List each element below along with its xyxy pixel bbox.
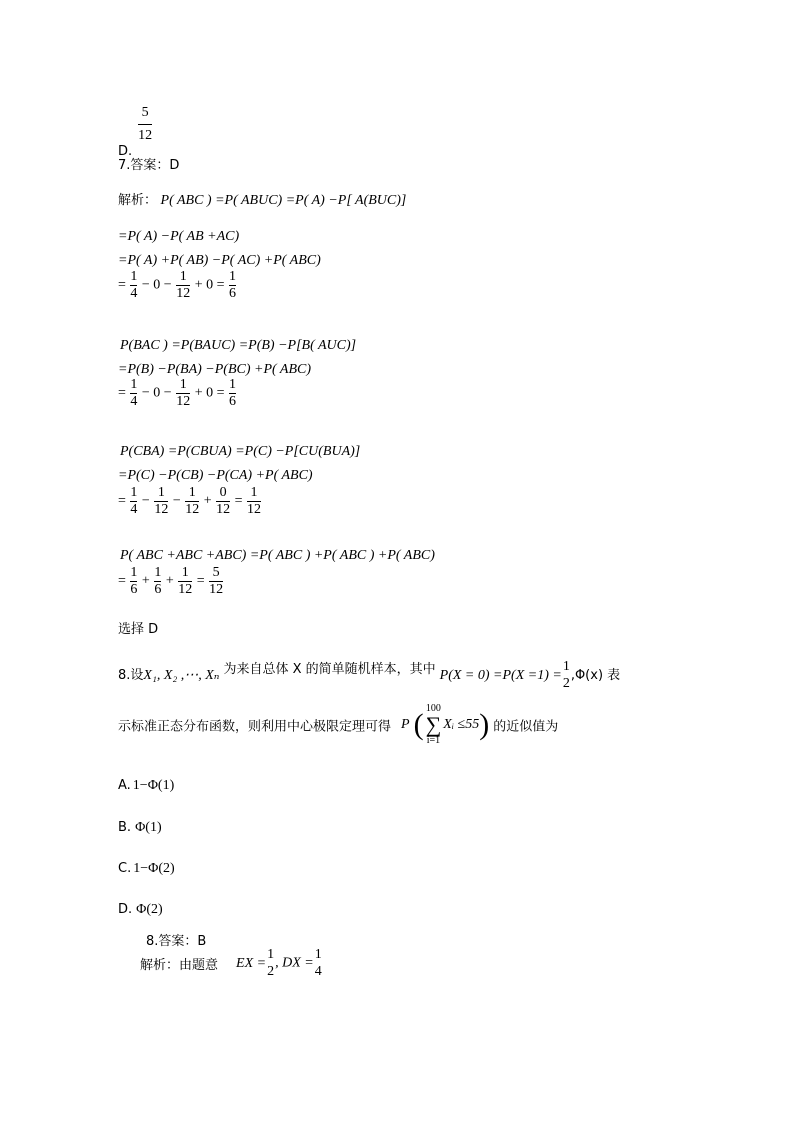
numerator: 5 <box>141 105 149 120</box>
fraction: $\frac{1}{6}$ <box>130 565 138 597</box>
fraction-half: 1 2 <box>562 659 570 691</box>
fraction: $\frac{1}{6}$ <box>154 565 162 597</box>
sample-vars: X₁, X₂ ,⋯, Xₙ <box>143 668 220 684</box>
q8-line2: 示标准正态分布函数，则利用中心极限定理可得 P ( 100 ∑ i=1Xᵢ ≤55) 的近似值为 <box>118 703 559 746</box>
fraction: $\frac{0}{12}$ <box>216 485 231 517</box>
q7-eq3: =P( A) +P( AB) −P( AC) +P( ABC) <box>118 253 321 268</box>
q7-eq6: =P(B) −P(BA) −P(BC) +P( ABC) <box>118 362 312 377</box>
fraction: 1 2 <box>267 947 275 979</box>
q8-analysis: 解析：由题意 EX = 1 2 , DX = 1 4 <box>140 947 322 979</box>
q7-eq9: =P(C) −P(CB) −P(CA) +P( ABC) <box>118 468 313 483</box>
fraction: $\frac{1}{12}$ <box>247 485 262 517</box>
fraction: $\frac{1}{6}$ <box>229 377 236 409</box>
q7-eq10: = $\frac{1}{4}$ − $\frac{1}{12}$ − $\frac{1}{12}$ + $\frac{0}{12}$ = $\frac{1}{12}$ <box>118 485 262 517</box>
fraction: $\frac{1}{6}$ <box>229 269 236 301</box>
q7-eq8: P(CBA) =P(CBUA) =P(C) −P[CU(BUA)] <box>120 444 361 459</box>
q8-option-d: D. Φ(2) <box>118 902 163 917</box>
fraction: 1 4 <box>314 947 322 979</box>
fraction: $\frac{1}{12}$ <box>176 269 191 301</box>
q7-eq11: P( ABC +ABC +ABC) =P( ABC ) +P( ABC ) +P( ABC) <box>120 548 435 563</box>
q8-answer: 8.答案：B <box>146 934 207 949</box>
prev-option-d <box>118 104 153 159</box>
option-label: D. <box>118 144 133 159</box>
fraction: $\frac{5}{12}$ <box>209 565 224 597</box>
q7-eq1 <box>118 193 406 209</box>
equation: P( ABC ) =P( ABUC) =P( A) −P[ A(BUC)] <box>160 193 407 208</box>
fraction: $\frac{1}{12}$ <box>154 485 169 517</box>
fraction: $\frac{1}{12}$ <box>185 485 200 517</box>
q8-line1: 8.设X₁, X₂ ,⋯, Xₙ $^{为来自总体 X 的简单随机样本,其中}$ P(X = 0) =P(X =1) = 1 2 ,Φ(x) 表 <box>118 659 621 691</box>
denominator: 12 <box>138 128 153 143</box>
q7-eq7: = $\frac{1}{4}$ − 0 − $\frac{1}{12}$ + 0 = $\frac{1}{6}$ <box>118 377 236 409</box>
q7-eq5: P(BAC ) =P(BAUC) =P(B) −P[B( AUC)] <box>120 338 357 353</box>
fraction: $\frac{1}{4}$ <box>130 485 138 517</box>
analysis-label: 解析： <box>118 193 158 208</box>
q8-option-a: A. 1−Φ(1) <box>118 778 175 793</box>
q8-option-c: C. 1−Φ(2) <box>118 861 175 876</box>
q7-eq12: = $\frac{1}{6}$ + $\frac{1}{6}$ + $\frac{1}{12}$ = $\frac{5}{12}$ <box>118 565 224 597</box>
q7-eq4: = $\frac{1}{4}$ − 0 − $\frac{1}{12}$ + 0 = $\frac{1}{6}$ <box>118 269 236 301</box>
q7-answer: 7.答案：D <box>118 158 180 173</box>
fraction: $\frac{1}{4}$ <box>130 377 138 409</box>
q7-eq2: =P( A) −P( AB +AC) <box>118 229 240 244</box>
q8-option-b: B. Φ(1) <box>118 820 162 835</box>
fraction: $\frac{1}{12}$ <box>178 565 193 597</box>
fraction: $\frac{1}{4}$ <box>130 269 138 301</box>
fraction <box>138 104 152 145</box>
fraction: $\frac{1}{12}$ <box>176 377 191 409</box>
q7-choose: 选择 D <box>118 622 159 637</box>
summation: 100 ∑ i=1 <box>425 703 442 746</box>
